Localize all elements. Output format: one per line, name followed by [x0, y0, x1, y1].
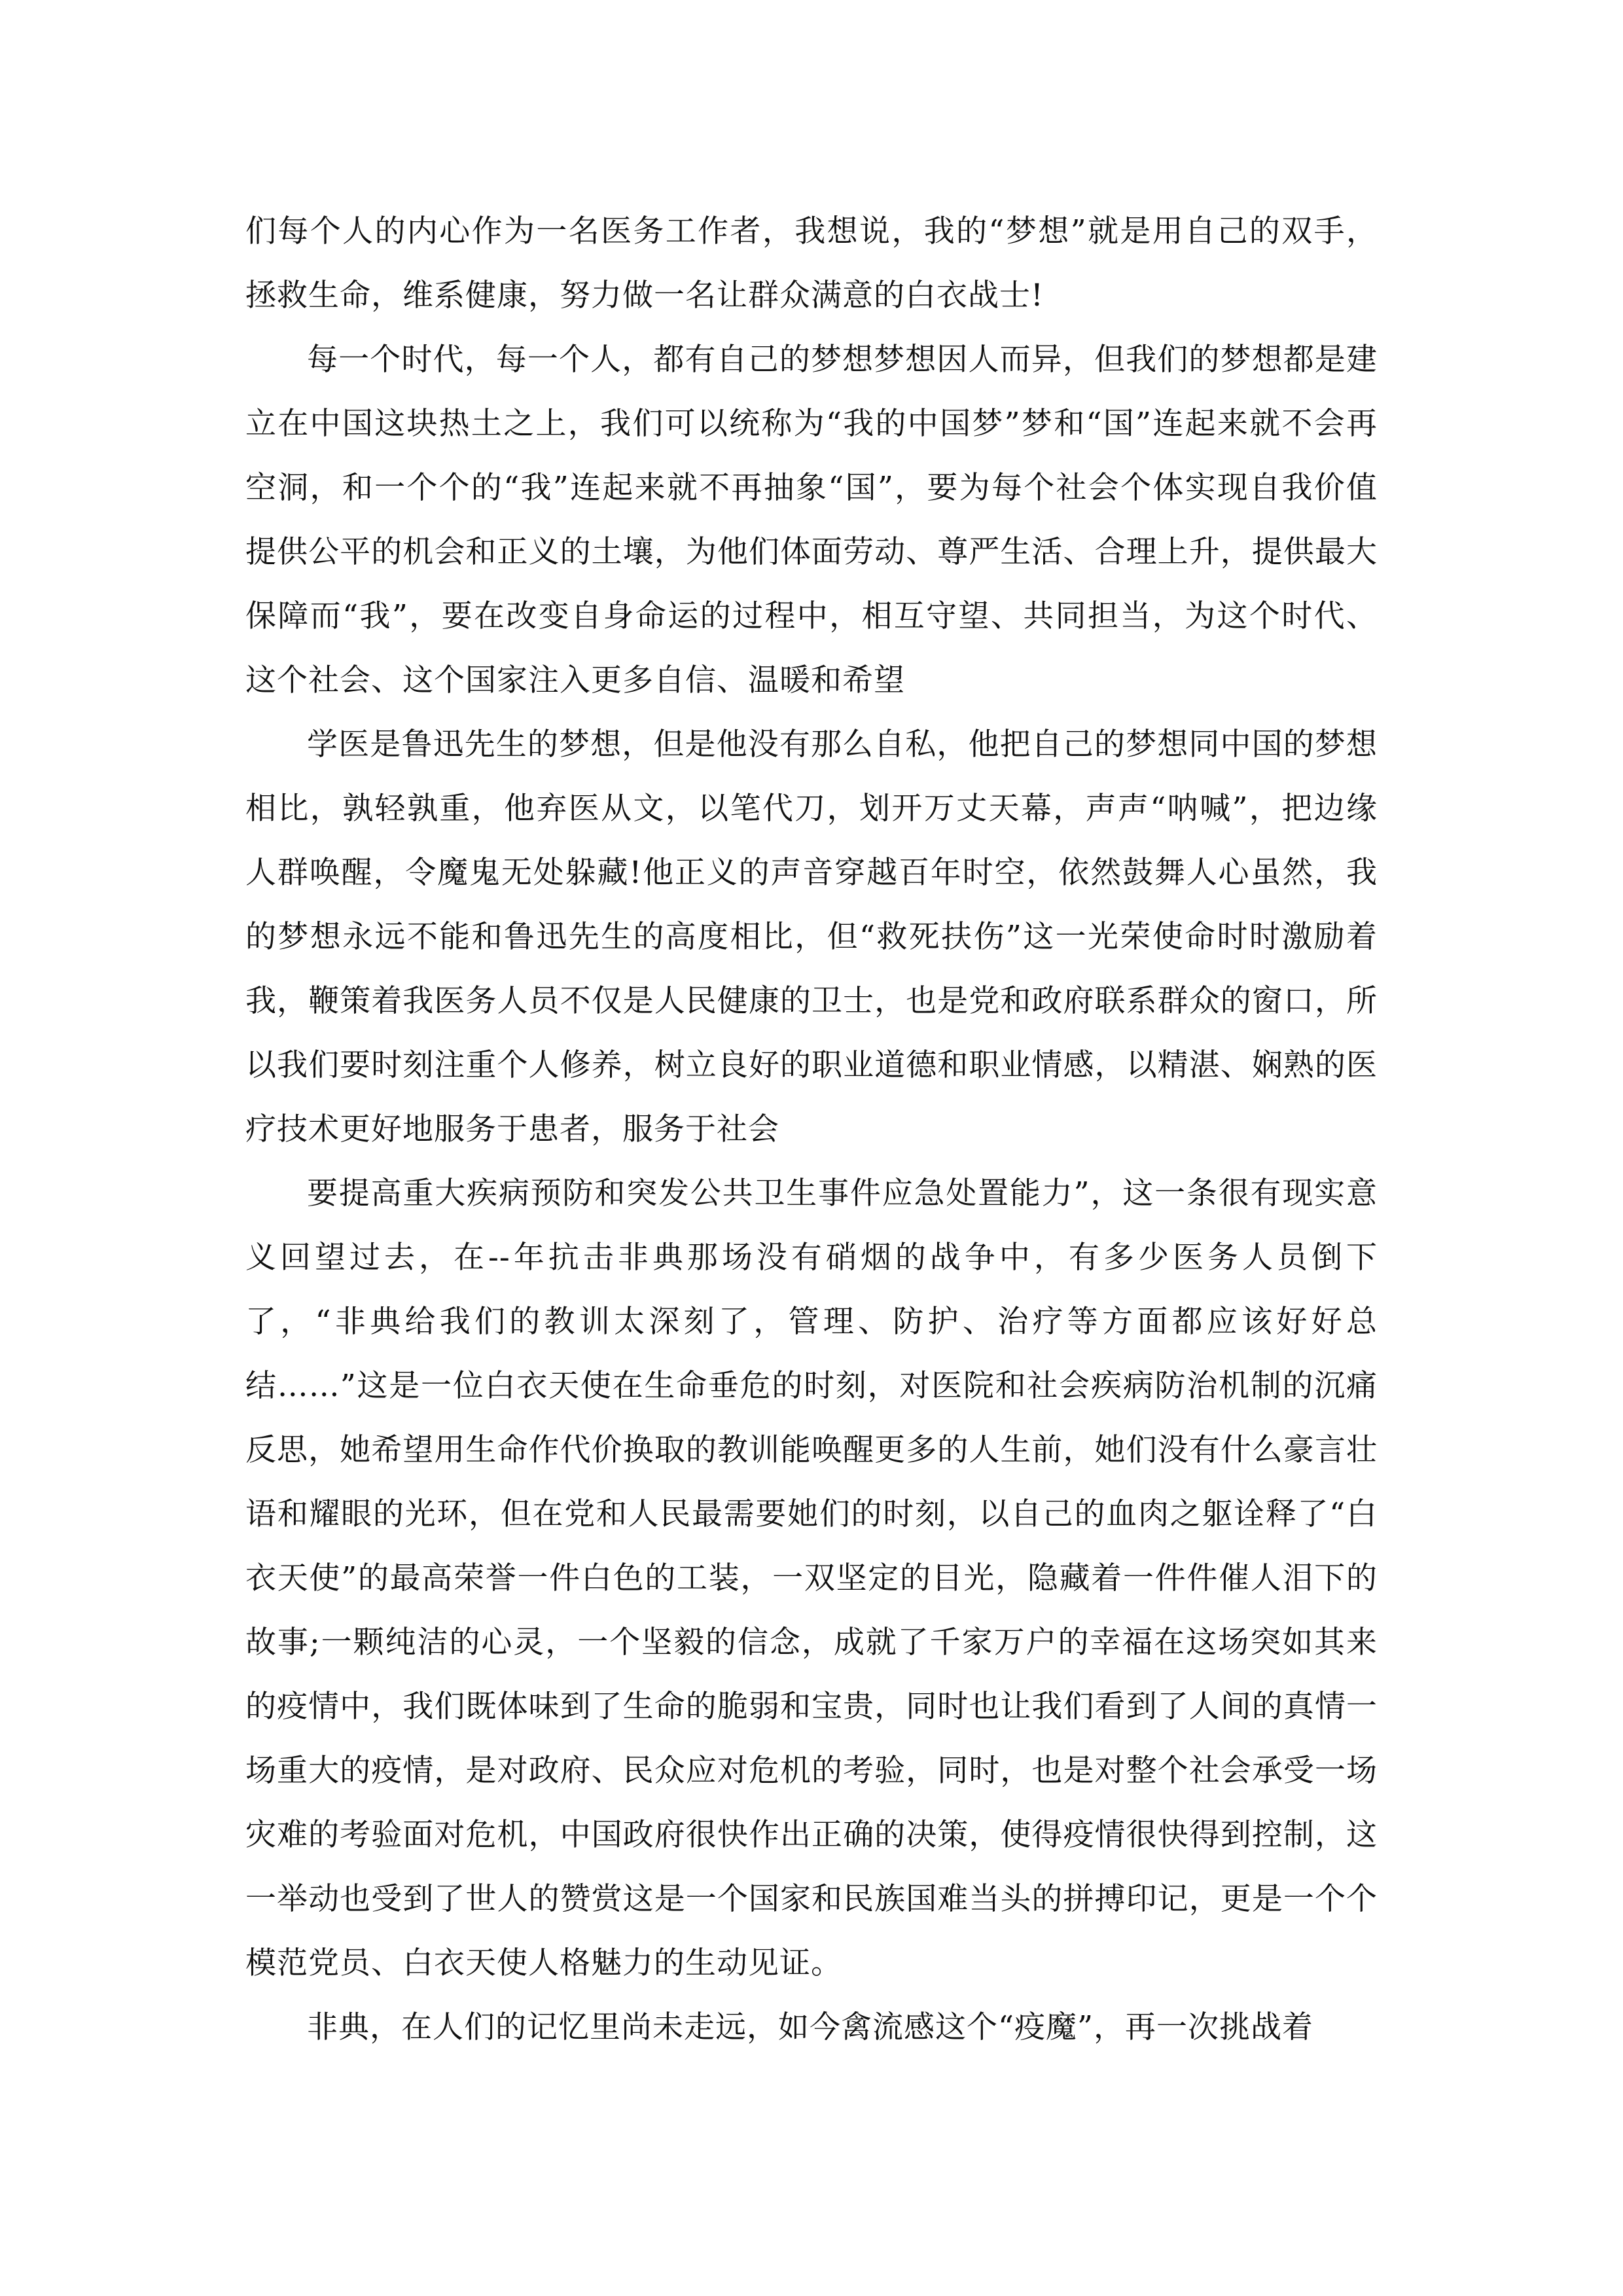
paragraph-5: 非典，在人们的记忆里尚未走远，如今禽流感这个“疫魔”，再一次挑战着: [307, 2009, 1314, 2045]
paragraph-4: 要提高重大疾病预防和突发公共卫生事件应急处置能力”，这一条很有现实意义回望过去，在--年抗击非典那场没有硝烟的战争中，有多少医务人员倒下了，“非典给我们的教训太深刻了，管理、防护、治疗等方面都应该好好总结……”这是一位白衣天使在生命垂危的时刻，对医院和社会疾病防治机制的沉痛反思，她希望用生命作代价换取的教训能唤醒更多的人生前，她们没有什么豪言壮语和耀眼的光环，但在党和人民最需要她们的时刻，以自己的血肉之躯诠释了“白衣天使”的最高荣誉一件白色的工装，一双坚定的目光，隐藏着一件件催人泪下的故事;一颗纯洁的心灵，一个坚毅的信念，成就了千家万户的幸福在这场突如其来的疫情中，我们既体味到了生命的脆弱和宝贵，同时也让我们看到了人间的真情一场重大的疫情，是对政府、民众应对危机的考验，同时，也是对整个社会承受一场灾难的考验面对危机，中国政府很快作出正确的决策，使得疫情很快得到控制，这一举动也受到了世人的赞赏这是一个国家和民族国难当头的拼搏印记，更是一个个模范党员、白衣天使人格魅力的生动见证。: [245, 1175, 1378, 1981]
paragraph-1: 们每个人的内心作为一名医务工作者，我想说，我的“梦想”就是用自己的双手，拯救生命，维系健康，努力做一名让群众满意的白衣战士!: [245, 213, 1378, 314]
document-body: [245, 200, 1378, 2060]
paragraph-2: 每一个时代，每一个人，都有自己的梦想梦想因人而异，但我们的梦想都是建立在中国这块热土之上，我们可以统称为“我的中国梦”梦和“国”连起来就不会再空洞，和一个个的“我”连起来就不再抽象“国”，要为每个社会个体实现自我价值提供公平的机会和正义的土壤，为他们体面劳动、尊严生活、合理上升，提供最大保障而“我”，要在改变自身命运的过程中，相互守望、共同担当，为这个时代、这个社会、这个国家注入更多自信、温暖和希望: [245, 342, 1378, 698]
paragraph-3: 学医是鲁迅先生的梦想，但是他没有那么自私，他把自己的梦想同中国的梦想相比，孰轻孰重，他弃医从文，以笔代刀，划开万丈天幕，声声“呐喊”，把边缘人群唤醒，令魔鬼无处躲藏!他正义的声音穿越百年时空，依然鼓舞人心虽然，我的梦想永远不能和鲁迅先生的高度相比，但“救死扶伤”这一光荣使命时时激励着我，鞭策着我医务人员不仅是人民健康的卫士，也是党和政府联系群众的窗口，所以我们要时刻注重个人修养，树立良好的职业道德和职业情感，以精湛、娴熟的医疗技术更好地服务于患者，服务于社会: [245, 726, 1378, 1147]
